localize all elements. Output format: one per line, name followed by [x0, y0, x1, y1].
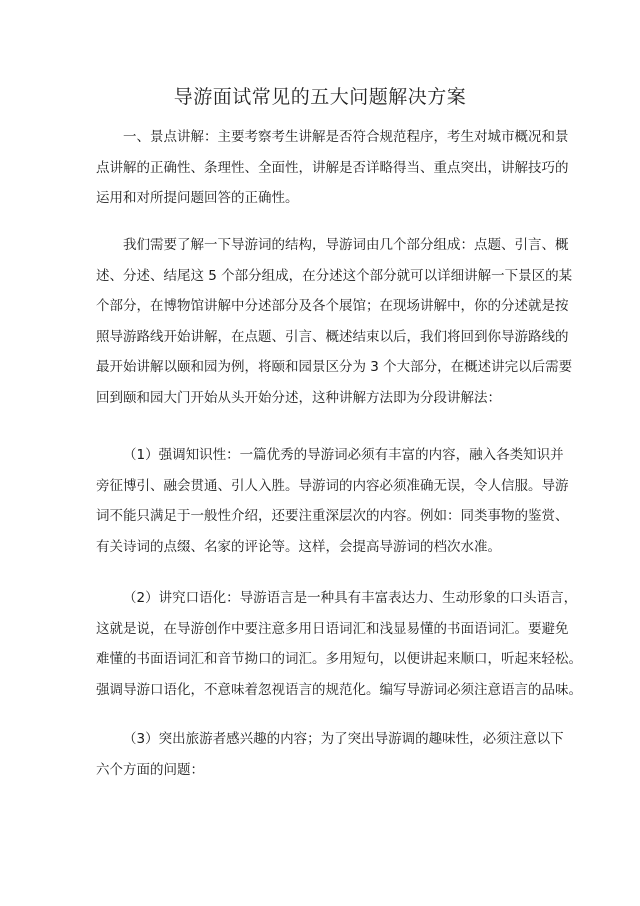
paragraph-line: 点讲解的正确性、条理性、全面性，讲解是否详略得当、重点突出，讲解技巧的: [96, 159, 569, 176]
paragraph-line: 最开始讲解以颐和园为例，将颐和园景区分为 3 个大部分，在概述讲完以后需要: [96, 359, 573, 375]
paragraph-line: 旁征博引、融会贯通、引人入胜。导游词的内容必须准确无误，令人信服。导游: [96, 477, 569, 494]
document-title: 导游面试常见的五大问题解决方案: [173, 86, 467, 108]
paragraph-line: 个部分，在博物馆讲解中分述部分及各个展馆；在现场讲解中，你的分述就是按: [96, 298, 569, 314]
paragraph-scenic-explanation: [96, 122, 569, 214]
paragraph-line: 运用和对所提问题回答的正确性。: [96, 190, 299, 206]
paragraph-line: 这就是说，在导游创作中要注意多用日语词汇和浅显易懂的书面语词汇。要避免: [96, 620, 569, 637]
paragraph-line: 词不能只满足于一般性介绍，还要注重深层次的内容。例如：同类事物的鉴赏、: [96, 508, 569, 524]
paragraph-line: 述、分述、结尾这 5 个部分组成，在分述这个部分就可以详细讲解一下景区的某: [96, 267, 573, 284]
paragraph-line: （1）强调知识性：一篇优秀的导游词必须有丰富的内容，融入各类知识并: [123, 447, 564, 463]
paragraph-knowledge: [96, 440, 569, 562]
paragraph-line: 我们需要了解一下导游词的结构，导游词由几个部分组成：点题、引言、概: [123, 237, 569, 253]
paragraph-line: （3）突出旅游者感兴趣的内容；为了突出导游调的趣味性，必须注意以下: [123, 731, 564, 747]
paragraph-line: 回到颐和园大门开始从头开始分述，这种讲解方法即为分段讲解法：: [96, 389, 501, 406]
paragraph-guide-structure: [96, 230, 573, 413]
paragraph-line: 强调导游口语化，不意味着忽视语言的规范化。编写导游词必须注意语言的品味。: [96, 681, 582, 698]
paragraph-line: 一、景点讲解：主要考察考生讲解是否符合规范程序，考生对城市概况和景: [123, 129, 569, 145]
paragraph-interest: [96, 724, 564, 785]
paragraph-line: 难懂的书面语词汇和音节拗口的词汇。多用短句，以便讲起来顺口，听起来轻松。: [96, 651, 582, 667]
paragraph-line: 六个方面的问题：: [96, 761, 204, 778]
paragraph-line: 照导游路线开始讲解，在点题、引言、概述结束以后，我们将回到你导游路线的: [96, 328, 569, 345]
paragraph-line: （2）讲究口语化：导游语言是一种具有丰富表达力、生动形象的口头语言，: [123, 590, 578, 606]
paragraph-line: 有关诗词的点缀、名家的评论等。这样，会提高导游词的档次水准。: [96, 538, 501, 555]
paragraph-colloquial: [96, 583, 582, 705]
